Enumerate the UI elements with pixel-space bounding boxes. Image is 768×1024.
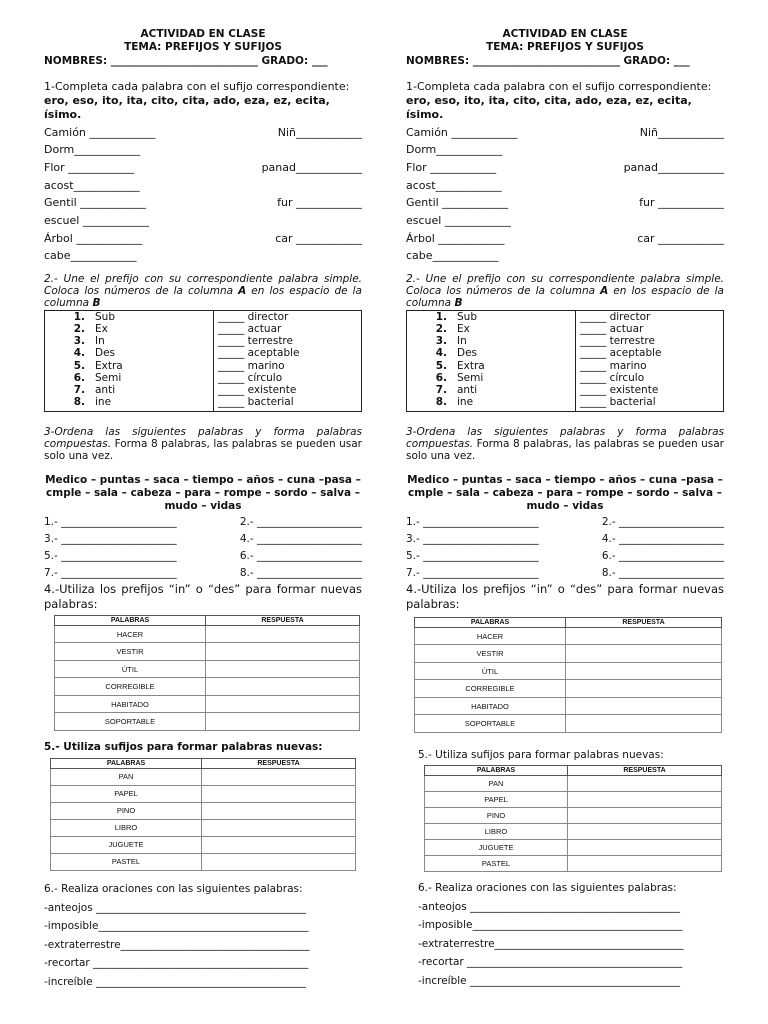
title: ACTIVIDAD EN CLASE — [502, 28, 628, 40]
sentence-line: -imposible________________________________________ — [44, 920, 309, 933]
q3-row: 3.- ______________________ 4.- ____________________ — [406, 533, 724, 546]
q6-instruction: 6.- Realiza oraciones con las siguientes palabras: — [418, 882, 677, 895]
suffix-table: PALABRAS RESPUESTA PAN PAPEL PINO LIBRO JUGUETE PASTEL — [50, 758, 356, 871]
title: ACTIVIDAD EN CLASE — [140, 28, 266, 40]
q1-row: Gentil ____________ fur ____________ — [406, 196, 724, 210]
q6-instruction: 6.- Realiza oraciones con las siguientes palabras: — [44, 883, 303, 896]
sentence-line: -extraterrestre____________________________________ — [44, 938, 310, 951]
q1-row: Gentil ____________ fur ____________ — [44, 196, 362, 210]
q1-row: acost____________ — [44, 178, 140, 192]
suffix-table: PALABRAS RESPUESTA PAN PAPEL PINO LIBRO JUGUETE PASTEL — [424, 765, 722, 872]
q2-instruction: 2.- Une el prefijo con su correspondiente palabra simple. Coloca los números de la columna A en los espacio de la columna B — [44, 273, 362, 310]
topic: TEMA: PREFIJOS Y SUFIJOS — [124, 40, 282, 53]
worksheet-left — [44, 28, 362, 989]
q1-instruction: 1-Completa cada palabra con el sufijo correspondiente: — [406, 80, 712, 94]
q3-word-list: Medico – puntas – saca – tiempo – años – cuna –pasa – cmple – sala – cabeza – para – rompe – sordo – salva – mudo – vidas — [407, 474, 723, 512]
matching-table — [406, 310, 724, 412]
q1-row: acost____________ — [406, 178, 502, 192]
q1-row: Dorm____________ — [44, 143, 141, 157]
q4-instruction: 4.-Utiliza los prefijos “in” o “des” para formar nuevas palabras: — [44, 582, 362, 611]
column-b: _____ director _____ actuar _____ terrestre _____ aceptable _____ marino _____ círculo _____ existente _____ bacterial — [218, 311, 300, 408]
names-line: NOMBRES: ____________________________ GRADO: ___ — [44, 55, 328, 68]
topic: TEMA: PREFIJOS Y SUFIJOS — [486, 40, 644, 53]
q1-row: Camión ____________ Niñ____________ — [406, 125, 724, 139]
names-line: NOMBRES: ____________________________ GRADO: ___ — [406, 55, 690, 68]
q1-row: Flor ____________ panad____________ — [406, 160, 724, 174]
sentence-line: -increíble ________________________________________ — [44, 975, 306, 988]
q3-row: 5.- ______________________ 6.- ____________________ — [44, 550, 362, 563]
worksheet-right — [406, 28, 724, 988]
q5-instruction: 5.- Utiliza sufijos para formar palabras nuevas: — [44, 740, 323, 753]
q1-row: escuel ____________ — [406, 213, 511, 227]
q3-row: 1.- ______________________ 2.- ____________________ — [406, 516, 724, 529]
prefix-table: PALABRAS RESPUESTA HACER VESTIR ÚTIL CORREGIBLE HABITADO SOPORTABLE — [414, 617, 722, 733]
q3-word-list: Medico – puntas – saca – tiempo – años – cuna –pasa – cmple – sala – cabeza – para – rompe – sordo – salva – mudo – vidas — [45, 474, 361, 512]
q3-row: 5.- ______________________ 6.- ____________________ — [406, 550, 724, 563]
q1-row: Camión ____________ Niñ____________ — [44, 125, 362, 139]
q3-instruction: 3-Ordena las siguientes palabras y forma palabras compuestas. Forma 8 palabras, las palabras se pueden usar solo una vez. — [406, 426, 724, 463]
q1-instruction: 1-Completa cada palabra con el sufijo correspondiente: — [44, 80, 350, 94]
sentence-line: -recortar _________________________________________ — [418, 956, 683, 969]
q4-instruction: 4.-Utiliza los prefijos “in” o “des” para formar nuevas palabras: — [406, 582, 724, 611]
sentence-line: -anteojos ________________________________________ — [418, 900, 681, 913]
q3-row: 1.- ______________________ 2.- ____________________ — [44, 516, 362, 529]
prefix-table: PALABRAS RESPUESTA HACER VESTIR ÚTIL CORREGIBLE HABITADO SOPORTABLE — [54, 615, 360, 731]
column-a: 1. Sub 2. Ex 3. In 4. Des 5. Extra 6. Semi 7. anti 8. ine — [45, 311, 214, 412]
q1-row: cabe____________ — [44, 249, 137, 263]
q1-row: escuel ____________ — [44, 213, 149, 227]
sentence-line: -imposible________________________________________ — [418, 919, 683, 932]
sentence-line: -extraterrestre____________________________________ — [418, 937, 684, 950]
q3-instruction: 3-Ordena las siguientes palabras y forma palabras compuestas. Forma 8 palabras, las palabras se pueden usar solo una vez. — [44, 426, 362, 463]
column-a: 1. Sub 2. Ex 3. In 4. Des 5. Extra 6. Semi 7. anti 8. ine — [407, 311, 576, 412]
q1-row: Flor ____________ panad____________ — [44, 160, 362, 174]
q1-suffixes: ero, eso, ito, ita, cito, cita, ado, eza, ez, ecita, ísimo. — [44, 94, 330, 121]
q2-instruction: 2.- Une el prefijo con su correspondiente palabra simple. Coloca los números de la columna A en los espacio de la columna B — [406, 273, 724, 310]
q1-row: Árbol ____________ car ____________ — [44, 231, 362, 245]
sentence-line: -recortar _________________________________________ — [44, 957, 309, 970]
q1-row: Árbol ____________ car ____________ — [406, 231, 724, 245]
matching-table — [44, 310, 362, 412]
q1-suffixes: ero, eso, ito, ita, cito, cita, ado, eza, ez, ecita, ísimo. — [406, 94, 692, 121]
q3-row: 7.- ______________________ 8.- ____________________ — [406, 567, 724, 580]
q3-row: 3.- ______________________ 4.- ____________________ — [44, 533, 362, 546]
q1-row: cabe____________ — [406, 249, 499, 263]
q5-instruction: 5.- Utiliza sufijos para formar palabras nuevas: — [418, 748, 664, 761]
sentence-line: -anteojos ________________________________________ — [44, 901, 307, 914]
q3-row: 7.- ______________________ 8.- ____________________ — [44, 567, 362, 580]
q1-row: Dorm____________ — [406, 143, 503, 157]
column-b: _____ director _____ actuar _____ terrestre _____ aceptable _____ marino _____ círculo _____ existente _____ bacterial — [580, 311, 662, 408]
sentence-line: -increíble ________________________________________ — [418, 974, 680, 987]
